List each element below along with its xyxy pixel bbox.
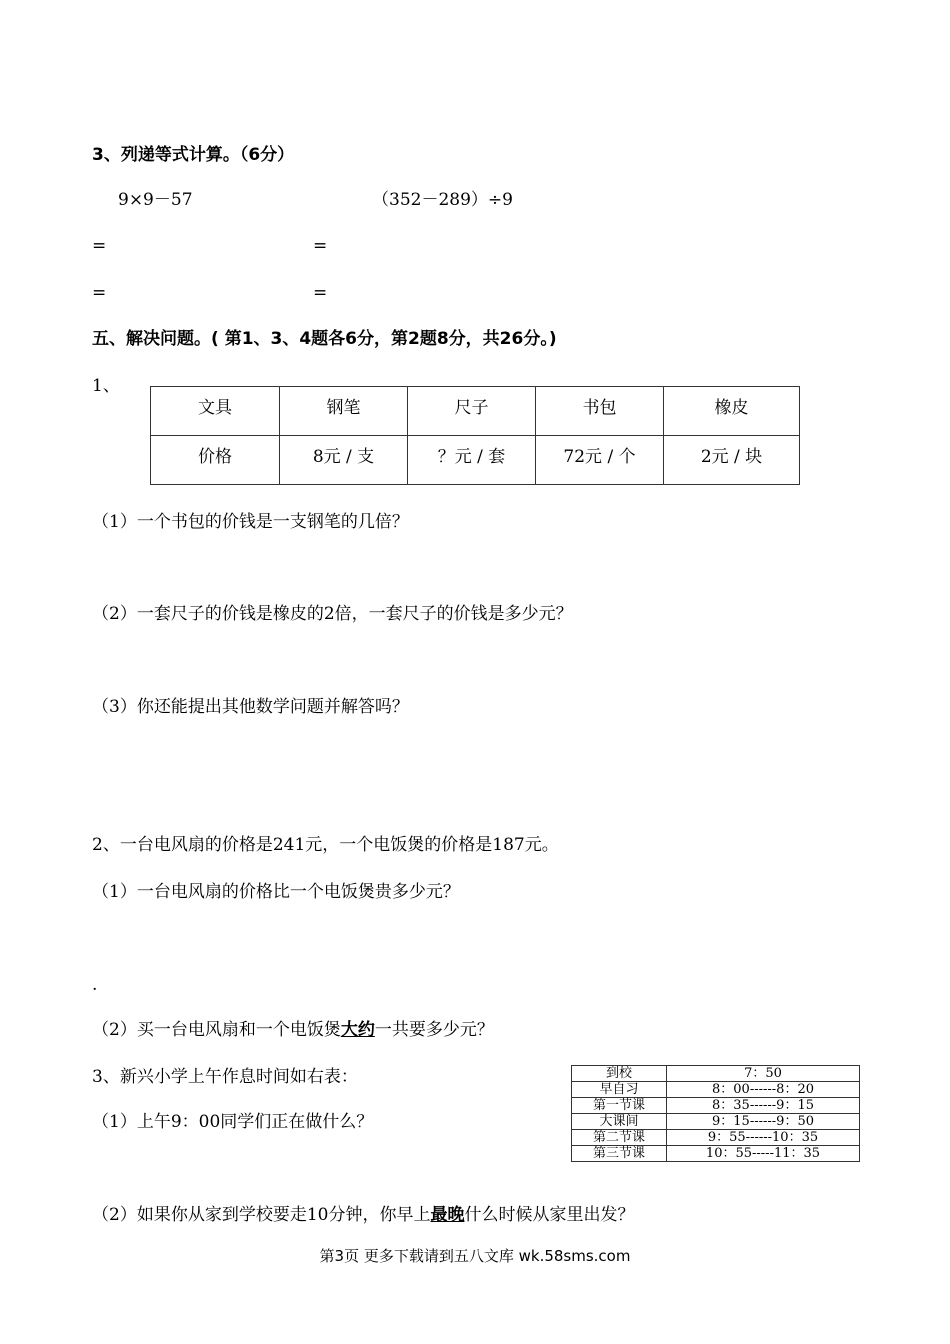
table-cell: 价格 xyxy=(151,436,280,485)
schedule-table xyxy=(571,1065,860,1162)
table-cell: 钢笔 xyxy=(280,387,408,436)
table-cell: 72元 / 个 xyxy=(536,436,664,485)
table-cell: 9：55------10：35 xyxy=(667,1130,860,1146)
equals-sign: = xyxy=(313,283,328,303)
question-1-number: 1、 xyxy=(92,376,120,396)
question-2: 2、一台电风扇的价格是241元，一个电饭煲的价格是187元。 xyxy=(92,835,559,855)
table-row xyxy=(572,1098,860,1114)
table-cell: 第二节课 xyxy=(572,1130,667,1146)
table-row xyxy=(151,436,800,485)
table-cell: 第一节课 xyxy=(572,1098,667,1114)
table-cell: 7：50 xyxy=(667,1066,860,1082)
equals-sign: = xyxy=(92,236,107,256)
table-cell: 尺子 xyxy=(408,387,536,436)
question-1-3: （3）你还能提出其他数学问题并解答吗？ xyxy=(92,697,409,717)
table-cell: 8元 / 支 xyxy=(280,436,408,485)
table-cell: 第三节课 xyxy=(572,1146,667,1162)
question-1-1: （1）一个书包的价钱是一支钢笔的几倍？ xyxy=(92,512,409,532)
table-cell: 早自习 xyxy=(572,1082,667,1098)
section-5-title: 五、解决问题。( 第1、3、4题各6分，第2题8分，共26分。) xyxy=(92,329,557,349)
question-3-1: （1）上午9：00同学们正在做什么？ xyxy=(92,1112,374,1132)
page-footer: 第3页 更多下载请到五八文库 wk.58sms.com xyxy=(319,1247,631,1265)
table-cell: 8：35------9：15 xyxy=(667,1098,860,1114)
expression-2: （352－289）÷9 xyxy=(372,190,513,210)
table-cell: 书包 xyxy=(536,387,664,436)
table-row xyxy=(572,1130,860,1146)
expression-1: 9×9－57 xyxy=(118,190,193,210)
table-cell: 橡皮 xyxy=(664,387,800,436)
table-row xyxy=(572,1066,860,1082)
table-cell: 2元 / 块 xyxy=(664,436,800,485)
question-2-1: （1）一台电风扇的价格比一个电饭煲贵多少元？ xyxy=(92,882,460,902)
table-cell: 到校 xyxy=(572,1066,667,1082)
price-table xyxy=(150,386,800,485)
table-cell: 8：00------8：20 xyxy=(667,1082,860,1098)
table-cell: 文具 xyxy=(151,387,280,436)
equals-sign: = xyxy=(92,283,107,303)
equals-sign: = xyxy=(313,236,328,256)
section-3-title: 3、列递等式计算。（6分） xyxy=(92,145,295,165)
table-row xyxy=(572,1146,860,1162)
question-2-2: （2）买一台电风扇和一个电饭煲大约一共要多少元？ xyxy=(92,1020,494,1040)
table-cell: ？元 / 套 xyxy=(408,436,536,485)
question-3-2: （2）如果你从家到学校要走10分钟，你早上最晚什么时候从家里出发？ xyxy=(92,1205,635,1225)
dot-mark: . xyxy=(92,975,98,995)
table-row xyxy=(151,387,800,436)
table-cell: 10：55-----11：35 xyxy=(667,1146,860,1162)
table-cell: 9：15------9：50 xyxy=(667,1114,860,1130)
table-cell: 大课间 xyxy=(572,1114,667,1130)
question-3: 3、新兴小学上午作息时间如右表： xyxy=(92,1067,358,1087)
table-row xyxy=(572,1082,860,1098)
table-row xyxy=(572,1114,860,1130)
question-1-2: （2）一套尺子的价钱是橡皮的2倍，一套尺子的价钱是多少元？ xyxy=(92,604,573,624)
